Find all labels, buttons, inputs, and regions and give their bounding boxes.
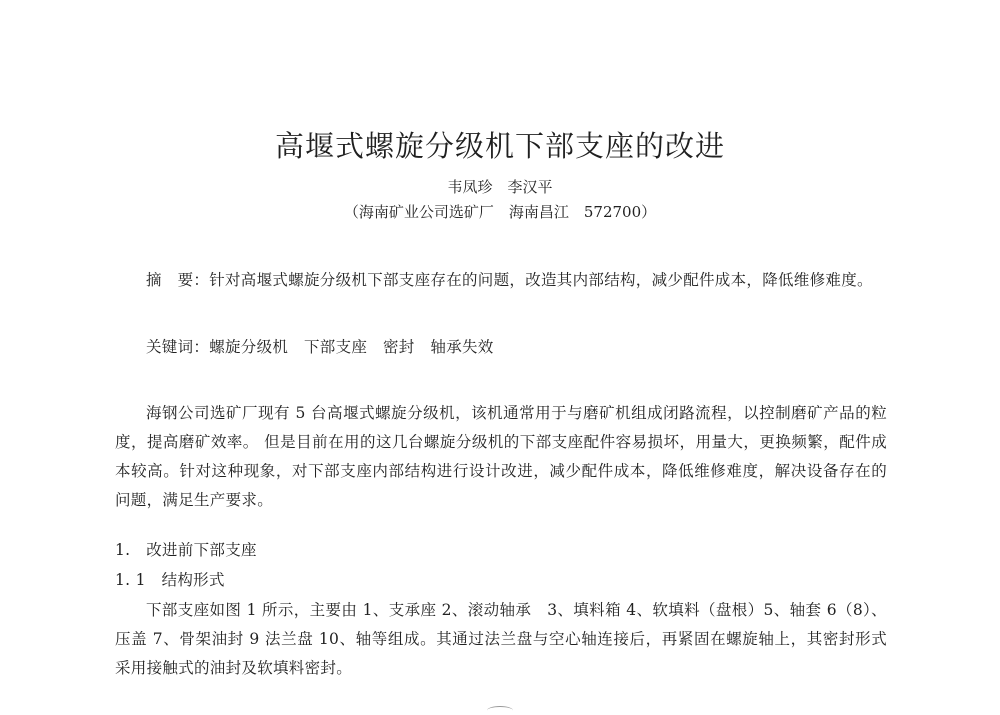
section-heading-1-1: 1. 1 结构形式 [115, 571, 225, 589]
section-heading-1: 1. 改进前下部支座 [115, 541, 257, 559]
affiliation: （海南矿业公司选矿厂 海南昌江 572700） [343, 203, 657, 221]
intro-paragraph: 海钢公司选矿厂现有 5 台高堰式螺旋分级机，该机通常用于与磨矿机组成闭路流程，以控制磨矿产品的粒度，提高磨矿效率。 但是目前在用的这几台螺旋分级机的下部支座配件容易损坏，用量大，更换频繁，配件成本较高。针对这种现象，对下部支座内部结构进行设计改进，减少配件成本，降低维修难度，解决设备存在的问题，满足生产要求。 [115, 404, 887, 509]
authors: 韦凤珍 李汉平 [447, 178, 553, 196]
paper-title: 高堰式螺旋分级机下部支座的改进 [274, 129, 725, 163]
keywords: 关键词：螺旋分级机 下部支座 密封 轴承失效 [146, 338, 494, 356]
structure-paragraph: 下部支座如图 1 所示，主要由 1、支承座 2、滚动轴承 3、填料箱 4、软填料（盘根）5、轴套 6（8）、压盖 7、骨架油封 9 法兰盘 10、轴等组成。其通过法兰盘与空心轴连接后，再紧固在螺旋轴上，其密封形式采用接触式的油封及软填料密封。 [115, 601, 887, 677]
abstract: 摘 要：针对高堰式螺旋分级机下部支座存在的问题，改造其内部结构，减少配件成本，降低维修难度。 [146, 271, 873, 289]
